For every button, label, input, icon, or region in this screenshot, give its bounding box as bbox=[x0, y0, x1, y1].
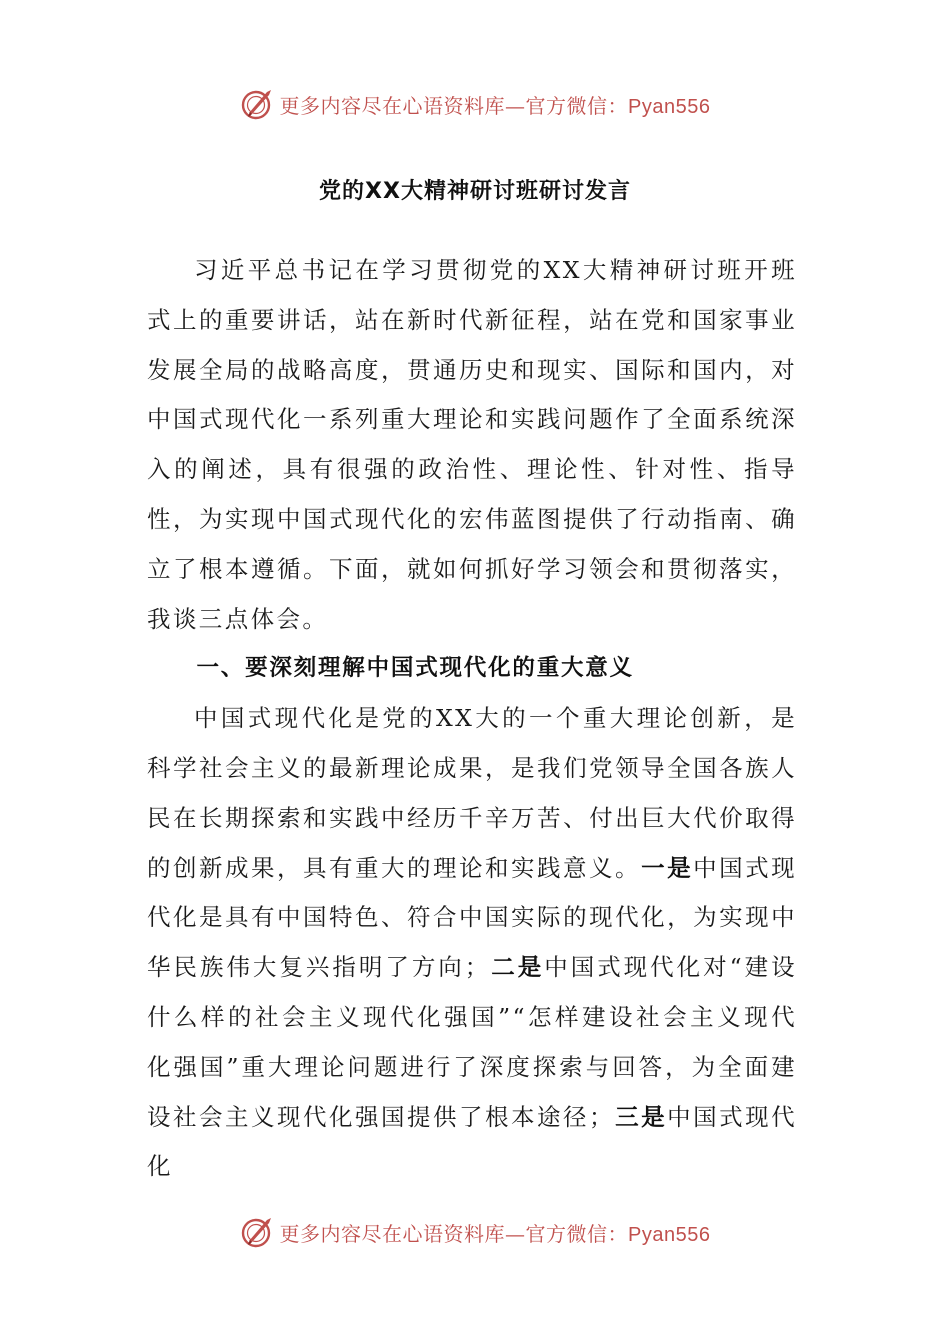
watermark-wechat-id: Pyan556 bbox=[628, 95, 711, 118]
quill-logo-icon bbox=[240, 1215, 274, 1249]
intro-paragraph: 习近平总书记在学习贯彻党的XX大精神研讨班开班式上的重要讲话，站在新时代新征程，站在党和国家事业发展全局的战略高度，贯通历史和现实、国际和国内，对中国式现代化一系列重大理论和实践问题作了全面系统深入的阐述，具有很强的政治性、理论性、针对性、指导性，为实现中国式现代化的宏伟蓝图提供了行动指南、确立了根本遵循。下面，就如何抓好学习领会和贯彻落实，我谈三点体会。 bbox=[147, 256, 797, 633]
section-1-text-2: 中国式现代化是具有中国特色、符合中国实际的现代化，为实现中华民族伟大复兴指明了方向； bbox=[147, 853, 797, 982]
section-1-heading: 一、要深刻理解中国式现代化的重大意义 bbox=[196, 655, 634, 682]
quill-logo-icon bbox=[240, 87, 274, 121]
section-1-text-3: 中国式现代化对“建设什么样的社会主义现代化强国”“怎样建设社会主义现代化强国”重大理论问题进行了深度探索与回答，为全面建设社会主义现代化强国提供了根本途径； bbox=[147, 953, 797, 1131]
footer-watermark bbox=[0, 1210, 950, 1254]
point-2-label: 二是 bbox=[490, 953, 545, 982]
section-1-text-1: 中国式现代化是党的XX大的一个重大理论创新，是科学社会主义的最新理论成果，是我们党领导全国各族人民在长期探索和实践中经历千辛万苦、付出巨大代价取得的创新成果，具有重大的理论和实践意义。 bbox=[147, 704, 797, 882]
point-1-label: 一是 bbox=[641, 853, 694, 882]
header-watermark bbox=[0, 82, 950, 126]
watermark-text: 更多内容尽在心语资料库—官方微信：Pyan556 bbox=[279, 1221, 711, 1246]
document-body bbox=[147, 246, 797, 1192]
section-1-text-4: 中国式现代化 bbox=[147, 1102, 798, 1181]
section-1-paragraph bbox=[147, 694, 797, 1192]
watermark-text: 更多内容尽在心语资料库—官方微信：Pyan556 bbox=[279, 93, 711, 118]
point-3-label: 三是 bbox=[614, 1102, 668, 1131]
watermark-wechat-id: Pyan556 bbox=[628, 1223, 711, 1246]
document-title: 党的XX大精神研讨班研讨发言 bbox=[319, 179, 631, 204]
